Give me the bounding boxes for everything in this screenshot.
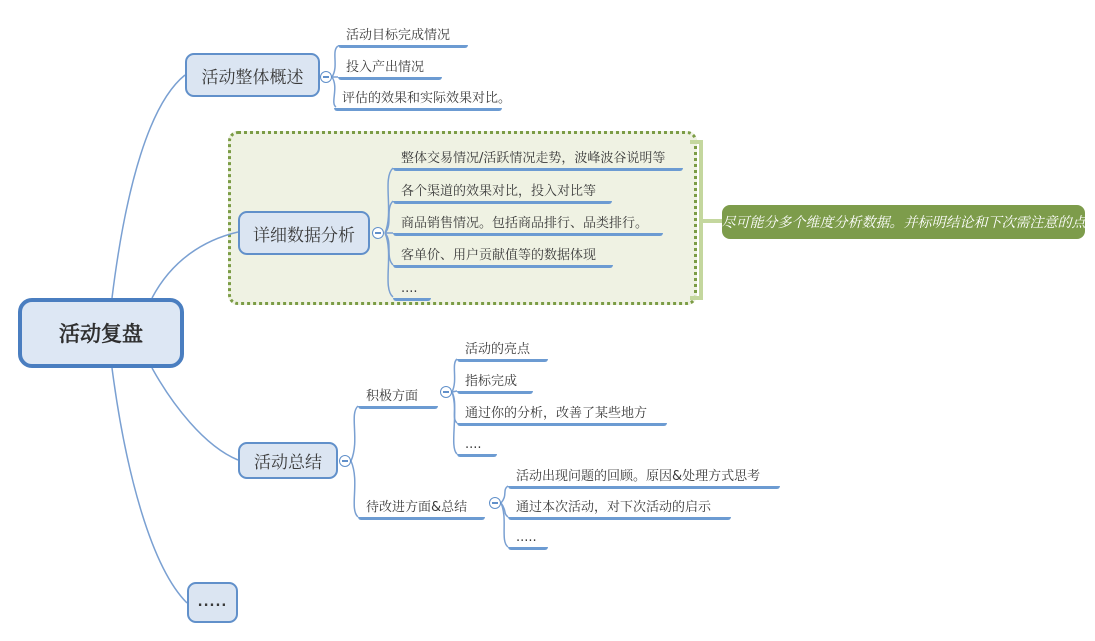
topic-analysis-improved[interactable] [457, 402, 667, 426]
collapse-icon-improve[interactable] [489, 497, 501, 509]
minus-glyph [375, 232, 381, 234]
topic-overall-trend[interactable] [393, 147, 683, 171]
branch-node-detail-analysis-label: 详细数据分析 [253, 225, 355, 246]
minus-glyph [323, 76, 329, 78]
branch-node-activity-summary-label: 活动总结 [254, 453, 322, 473]
topic-effect-comparison[interactable] [334, 87, 512, 111]
topic-positive-aspect[interactable] [358, 385, 438, 409]
minus-glyph [443, 391, 449, 393]
topic-channel-comparison-label: 各个渠道的效果对比，投入对比等 [401, 184, 597, 199]
topic-user-value-data[interactable] [393, 244, 613, 268]
branch-node-overview-label: 活动整体概述 [201, 67, 304, 88]
topic-highlights-label: 活动的亮点 [465, 342, 531, 357]
topic-improve-aspect-label: 待改进方面&总结 [366, 500, 468, 515]
topic-input-output-label: 投入产出情况 [346, 60, 425, 75]
collapse-icon-overview[interactable] [320, 71, 332, 83]
topic-goal-completion-label: 活动目标完成情况 [346, 28, 451, 43]
topic-problem-review-label: 活动出现问题的回顾。原因&处理方式思考 [516, 469, 761, 484]
topic-next-inspiration-label: 通过本次活动，对下次活动的启示 [516, 500, 712, 515]
connector-root-detail [152, 232, 238, 298]
topic-analysis-improved-label: 通过你的分析，改善了某些地方 [465, 406, 648, 421]
topic-product-sales-label: 商品销售情况。包括商品排行、品类排行。 [401, 216, 649, 231]
topic-highlights[interactable] [457, 338, 548, 362]
topic-detail-more[interactable] [393, 277, 431, 301]
connector-summary-improve [351, 461, 358, 517]
summary-bracket[interactable] [690, 142, 701, 298]
topic-overall-trend-label: 整体交易情况/活跃情况走势，波峰波谷说明等 [401, 151, 666, 166]
connector-improve-c1 [501, 486, 508, 503]
topic-detail-more-label: .... [401, 281, 418, 296]
connector-root-summary [152, 368, 238, 460]
branch-node-activity-summary[interactable] [238, 442, 338, 479]
topic-next-inspiration[interactable] [508, 496, 731, 520]
topic-positive-aspect-label: 积极方面 [366, 389, 419, 404]
topic-improve-more[interactable] [508, 526, 548, 550]
topic-positive-more-label: .... [465, 437, 482, 452]
summary-note[interactable] [722, 205, 1085, 239]
topic-effect-comparison-label: 评估的效果和实际效果对比。 [342, 91, 512, 106]
topic-product-sales[interactable] [393, 212, 663, 236]
branch-node-overview[interactable] [185, 53, 320, 97]
connector-root-dots [112, 368, 187, 603]
collapse-icon-positive[interactable] [440, 386, 452, 398]
root-node[interactable] [18, 298, 184, 368]
topic-problem-review[interactable] [508, 465, 780, 489]
topic-kpi-completed-label: 指标完成 [465, 374, 518, 389]
collapse-icon-detail[interactable] [372, 227, 384, 239]
summary-note-label: 尽可能分多个维度分析数据。并标明结论和下次需注意的点 [721, 215, 1086, 231]
topic-channel-comparison[interactable] [393, 180, 612, 204]
root-node-label: 活动复盘 [59, 322, 143, 346]
minus-glyph [492, 502, 498, 504]
topic-input-output[interactable] [338, 56, 442, 80]
topic-goal-completion[interactable] [338, 24, 468, 48]
collapse-icon-summary[interactable] [339, 455, 351, 467]
topic-improve-more-label: ..... [516, 530, 537, 545]
topic-kpi-completed[interactable] [457, 370, 533, 394]
topic-positive-more[interactable] [457, 433, 497, 457]
connector-root-overview [112, 75, 185, 298]
branch-node-detail-analysis[interactable] [238, 211, 370, 255]
minus-glyph [342, 460, 348, 462]
topic-improve-aspect[interactable] [358, 496, 485, 520]
connector-summary-positive [351, 406, 358, 461]
branch-node-more-dots-label: ..... [197, 595, 228, 610]
topic-user-value-data-label: 客单价、用户贡献值等的数据体现 [401, 248, 597, 263]
branch-node-more-dots[interactable] [187, 582, 238, 623]
